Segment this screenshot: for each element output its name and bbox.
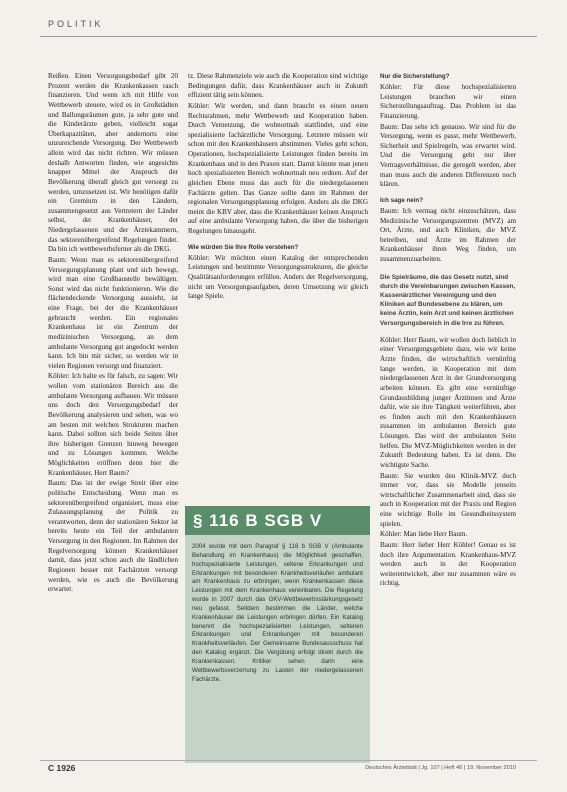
info-box: [185, 506, 370, 763]
paragraph: Baum: Das sehe ich genauso. Wir sind für die Versorgung, wenn es passt, mehr Wettbewerb, Sicherheit und Spielregeln, was erwartet wird. Und die Versorgung geht nur über Vertragsverhältnisse, die geregelt werden, aber man muss auch die anderen Differenzen noch klären.: [380, 122, 516, 189]
paragraph: Baum: Herr lieber Herr Köhler! Genau es ist doch ihre Argumentation. Krankenhaus-MVZ werden auch in der Kooperation weiterentwickelt, aber nur zusammen wäre es richtig.: [380, 540, 516, 588]
paragraph: Reißen. Einen Versorgungsbedarf gibt 20 Prozent werden die Krankenkassen rasch finanzieren. Und wenn ich mit Hilfe von Wettbewerb steuere, wird es in Großstädten und Ballungsräumen gute, ja sehr gute und die Kinderärzte geben, vielleicht sogar Überkapazitäten, aber andernorts eine unzureichende Versorgung. Der Wettbewerb allein wird das nicht richten. Wir müssen deshalb Antworten finden, wie angesichts knapper Mittel der Anspruch der Bevölkerung überall gleich gut versorgt zu werden, umzusetzen ist. Wir benötigen dafür ein Gremium in den Ländern, zusammengesetzt aus Vertretern der Länder selbst, der Krankenhäuser, der Niedergelassenen und der Ärztekammern, das sektorenübergreifend Regelungen findet. Da bin ich wettbewerbsferner als die DKG.: [48, 72, 178, 254]
interview-question: Nur die Sicherstellung?: [380, 73, 450, 80]
column-2: [188, 72, 368, 303]
column-1: [48, 72, 178, 596]
page-number: C 1926: [48, 763, 76, 773]
paragraph: Baum: Ich vermag nicht einzuschätzen, dass Medizinische Versorgungszentren (MVZ) am Ort, Ärzte, und auch Kliniken, die MVZ betreiben, und Ärzte im Rahmen der Krankenhäuser ihren Weg finden, um zusammenzuarbeiten.: [380, 206, 516, 263]
paragraph: Baum: Das ist der ewige Streit über eine politische Entscheidung. Wenn man es sektorenübergreifend organisiert, muss eine Zulassungsplanung der Politik zu verantworten, denn der stationären Sektor ist bereits heute ein Teil der ambulanten Versorgung in den Regionen. Im Rahmen der Regelversorgung können Krankenhäuser damit, dass jetzt schon auch die ländlichen Regionen besser mit Fachärzten versorgt werden, wie es auch die Bevölkerung erwartet.: [48, 479, 178, 594]
bottom-rule: [40, 760, 537, 761]
info-box-title: § 116 B SGB V: [185, 506, 370, 535]
paragraph: Köhler: Ich halte es für falsch, zu sagen: Wir wollen vom stationären Bereich aus die ambulante Versorgung aufbauen. Wir müssen uns doch den Versorgungsbedarf der Bevölkerung analysieren und sehen, was wo am besten mit welchen Strukturen machen kann. Dabei sollten sich beide Seiten über ihre bisherigen Grenzen hinweg bewegen und zu Lösungen kommen. Welche Möglichkeiten eröffnen denn hier die Krankenhäuser, Herr Baum?: [48, 372, 178, 477]
info-box-body: 2004 wurde mit dem Paragraf § 116 b SGB V (Ambulante Behandlung im Krankenhaus) die Möglichkeit geschaffen, hochspezialisierte Leistungen, seltene Erkrankungen und Erkrankungen mit besonderen Krankheitsverläufen ambulant am Krankenhaus zu erbringen, wenn Krankenkassen diese Leistungen mit dem Krankenhaus vereinbaren. Die Regelung wurde in 2007 durch das GKV-Wettbewerbsstärkungsgesetz neu gefasst. Seitdem bestimmen die Länder, welche Krankenhäuser die Leistungen erbringen dürfen. Ein Katalog benennt die hochspezialisierten Leistungen, seltenen Erkrankungen und Erkrankungen mit besonderen Krankheitsverläufen. Der Gemeinsame Bundesausschuss hat den Katalog ergänzt. Die Vergütung erfolgt direkt durch die Krankenkassen. Kritiker sehen darin eine Wettbewerbsverzerrung zu Lasten der niedergelassenen Fachärzte.: [192, 543, 363, 683]
column-3: [380, 72, 516, 590]
highlight-quote: Die Spielräume, die das Gesetz nutzt, sind durch die Vereinbarungen zwischen Kassen, Kassenärztlicher Vereinigung und den Kliniken auf Bundesebene zu klären, um keine Ärztin, kein Arzt und keinen ärztlichen Versorgungsbereich in die Irre zu führen.: [380, 273, 516, 327]
interview-question: Ich sage nein?: [380, 196, 423, 204]
top-rule: [40, 36, 537, 37]
paragraph: Baum: Wenn man es sektorenübergreifend Versorgungsplanung plant und sich bewegt, wird man eine Großbaustelle bewältigen. Sonst wird das nicht funktionieren. Wie die flächendeckende Versorgung aussieht, ist eine Frage, bei der die Krankenhäuser gebraucht werden. Ein regionales Krankenhaus ist ein Zentrum der medizinischen Versorgung, an dem ambulante Versorgung gut angedockt werden kann. Ich bin mir sicher, so werden wir in vielen Regionen versorgt und finanziert.: [48, 255, 178, 370]
interview-question: Wie würden Sie Ihre Rolle verstehen?: [188, 243, 299, 251]
paragraph: Köhler: Wir werden, und dann braucht es einen neuen Rechtsrahmen, mehr Wettbewerb und Kooperation haben. Durch Vernetzung, die wohnortnah stattfindet, und eine spezialisierte fachärztliche Versorgung. Letztere müssen wir schon mit den Krankenhäusern abstimmen. Vieles geht schon, Operationen, hochspezialisierte Leistungen finden bereits im Krankenhaus und in den Praxen statt. Damit könnte man jenen hoch spezialisierten Bereich wohnortnah neu ordnen. Auf der gleichen Ebene muss das auch für die niedergelassenen Fachärzte gelten. Das Ganze sollte dann im Rahmen der regionalen Versorgungsplanung erfolgen. Anders als die DKG meint die KBV aber, dass die Krankenhäuser keinen Anspruch auf eine ambulante Versorgung haben, die über die bisherigen Regelungen hinausgeht.: [188, 101, 368, 235]
paragraph: Köhler: Man liebe Herr Baum.: [380, 530, 468, 539]
journal-citation: Deutsches Ärzteblatt | Jg. 107 | Heft 46 | 19. November 2010: [365, 765, 516, 771]
paragraph: Köhler: Für diese hochspezialisierten Leistungen brauchen wir einen Sicherstellungsauftrag. Das Problem ist das Finanzierung.: [380, 83, 516, 120]
paragraph: Köhler: Herr Baum, wir wollen doch lieblich in einer Versorgungsgebiete dazu, wie wir keine Ärzte finden, die wirtschaftlich vernünftig lange werden, in Kooperation mit dem niedergelassenen Arzt in der Grundversorgung arbeiten können. Es gibt eine vernünftige Grundausbildung junger Ärztinnen und Ärzte dafür, wie sie ihre Tätigkeit weiterführen, aber es finden auch mit den Krankenhäusern zusammen im ambulanten Bereich gute Lösungen. Das wird der ambulanten Seite helfen. Die MVZ-Möglichkeiten werden in der Zukunft Bedeutung haben. Es ist denn. Die wichtigste Sache.: [380, 335, 516, 469]
section-label: POLITIK: [48, 19, 104, 29]
paragraph: Baum: Sie wurden den Klinik-MVZ doch immer vor, dass sie Modelle jenseits wirtschaftlicher Zusammenarbeit sind, dass sie auch in Kooperation mit der Praxis und Region eine wichtige Rolle im Gesundheitssystem spielen.: [380, 471, 516, 528]
paragraph: Köhler: Wir möchten einen Katalog der entsprechenden Leistungen und bestimmte Versorgungsstrukturen, die gleiche Qualitätsanforderungen erfüllen. Anders der Regelversorgung, nicht um Versorgungsaufgaben, deren Umsetzung wir gleich lange Spiele.: [188, 253, 368, 301]
paragraph: tz. Diese Rahmenziele wie auch die Kooperation sind wichtige Bedingungen dafür, dass Krankenhäuser auch in Zukunft effizient tätig sein können.: [188, 72, 368, 100]
